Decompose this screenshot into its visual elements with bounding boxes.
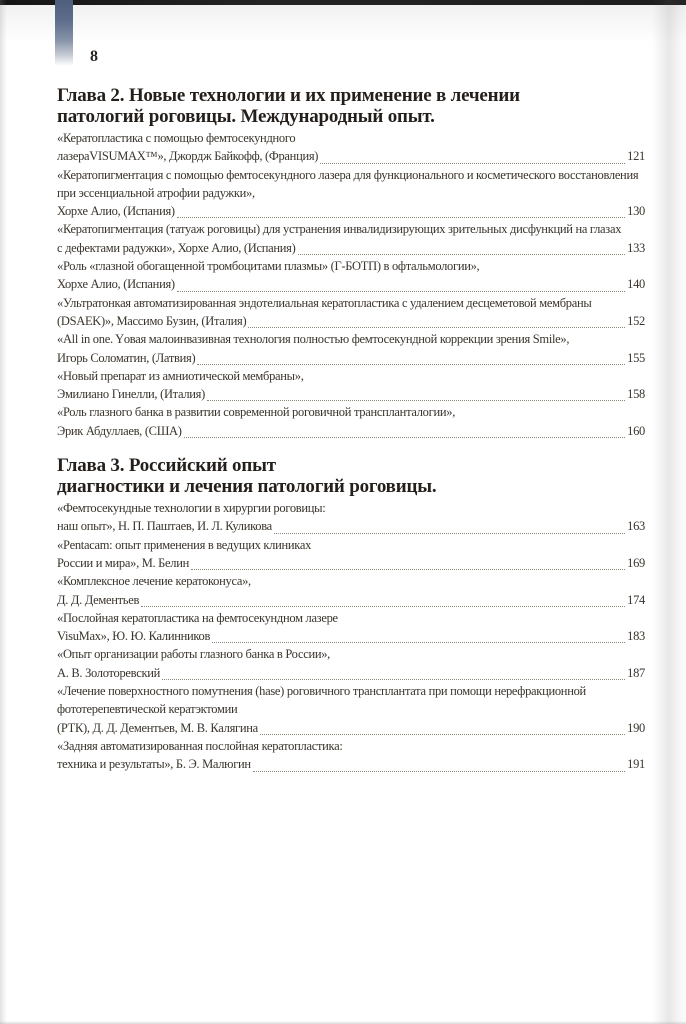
chapter-3-title: [57, 455, 645, 497]
toc-entry-text: с дефектами радужки», Хорхе Алио, (Испания): [57, 240, 296, 255]
toc-entry-line: [57, 277, 645, 295]
toc-entry-text: (DSAEK)», Массимо Бузин, (Италия): [57, 313, 247, 328]
toc-entry-text: «Новый препарат из амниотической мембраны»,: [57, 368, 304, 383]
toc-entry-text: Эрик Абдуллаев, (США): [57, 423, 182, 438]
toc-page-number: 174: [627, 592, 645, 607]
scan-left-edge: [0, 0, 8, 1024]
dot-leader: [298, 254, 626, 255]
toc-entry-line: [57, 186, 645, 204]
toc-entry-line: [57, 168, 645, 186]
toc-page-number: 190: [627, 720, 645, 735]
toc-entry-line: [57, 538, 645, 556]
toc-entry-line: [57, 574, 645, 592]
toc-entry-line: [57, 222, 645, 240]
toc-entry-line: [57, 721, 645, 739]
toc-page-number: 191: [627, 757, 645, 772]
toc-entry-text: «Кератопигментация с помощью фемтосекундного лазера для функционального и косметического восстановления: [57, 167, 639, 182]
toc-entry-line: [57, 332, 645, 350]
toc-entry-line: [57, 647, 645, 665]
toc-entry-text: «Роль «глазной обогащенной тромбоцитами плазмы» (Г-БОТП) в офтальмологии»,: [57, 259, 480, 274]
toc-entry-text: России и мира», М. Белин: [57, 555, 190, 570]
toc-entry-text: «All in one. Yовая малоинвазивная технология полностью фемтосекундной коррекции зрения Smile»,: [57, 332, 570, 347]
toc-entry-text: лазераVISUMAX™», Джордж Байкофф, (Франция): [57, 149, 319, 164]
dot-leader: [207, 400, 625, 401]
toc-page-number: 121: [627, 149, 645, 164]
toc-entry-line: [57, 593, 645, 611]
toc-entry-text: VisuMax», Ю. Ю. Калинников: [57, 629, 211, 644]
chapter-title-line: патологий роговицы. Международный опыт.: [57, 106, 435, 127]
toc-entry-line: [57, 241, 645, 259]
chapter-3-entries: [57, 501, 645, 775]
toc-page-number: 155: [627, 350, 645, 365]
chapter-title-line: диагностики и лечения патологий роговицы.: [57, 476, 437, 498]
toc-entry-text: фототерепевтической кератэктомии: [57, 702, 238, 717]
toc-entry-line: [57, 131, 645, 149]
toc-entry-text: «Комплексное лечение кератоконуса»,: [57, 574, 251, 589]
toc-page-number: 169: [627, 555, 645, 570]
toc-page-number: 130: [627, 204, 645, 219]
toc-entry-text: «Опыт организации работы глазного банка в России»,: [57, 647, 330, 662]
toc-entry-text: Эмилиано Гинелли, (Италия): [57, 387, 205, 402]
dot-leader: [197, 364, 625, 365]
toc-entry-text: наш опыт», Н. П. Паштаев, И. Л. Куликова: [57, 519, 272, 534]
toc-entry-line: [57, 314, 645, 332]
toc-entry-line: [57, 666, 645, 684]
dot-leader: [177, 217, 625, 218]
toc-entry-text: «Задняя автоматизированная послойная кератопластика:: [57, 738, 343, 753]
toc-entry-text: «Ультратонкая автоматизированная эндотелиальная кератопластика с удалением десцеметовой мембраны: [57, 295, 592, 310]
toc-entry-text: «Послойная кератопластика на фемтосекундном лазере: [57, 610, 338, 625]
dot-leader: [184, 437, 626, 438]
toc-page-number: 187: [627, 665, 645, 680]
toc-entry-line: [57, 369, 645, 387]
toc-entry-line: [57, 611, 645, 629]
toc-entry-text: Хорхе Алио, (Испания): [57, 277, 175, 292]
toc-entry-text: «Фемтосекундные технологии в хирургии роговицы:: [57, 501, 326, 516]
toc-entry-text: (РТК), Д. Д. Дементьев, М. В. Калягина: [57, 720, 258, 735]
dot-leader: [253, 771, 625, 772]
toc-entry-line: [57, 351, 645, 369]
chapter-title-line: Глава 2. Новые технологии и их применение в лечении: [57, 85, 520, 106]
dot-leader: [162, 679, 625, 680]
toc-entry-text: техника и результаты», Б. Э. Малюгин: [57, 757, 251, 772]
toc-entry-line: [57, 501, 645, 519]
chapter-2-entries: [57, 131, 645, 442]
toc-entry-line: [57, 204, 645, 222]
toc-entry-text: «Pentacam: опыт применения в ведущих клиниках: [57, 537, 312, 552]
toc-entry-text: «Кератопластика с помощью фемтосекундного: [57, 131, 296, 145]
scan-top-shading: [0, 5, 686, 47]
toc-page-number: 160: [627, 423, 645, 438]
toc-entry-text: Д. Д. Дементьев: [57, 592, 140, 607]
toc-entry-line: [57, 702, 645, 720]
dot-leader: [191, 569, 625, 570]
toc-entry-line: [57, 629, 645, 647]
toc-entry-text: А. В. Золоторевский: [57, 665, 161, 680]
dot-leader: [248, 327, 625, 328]
dot-leader: [212, 642, 625, 643]
toc-entry-text: «Кератопигментация (татуаж роговицы) для устранения инвалидизирующих зрительных дисфункций на глазах: [57, 222, 622, 237]
toc-entry-line: [57, 684, 645, 702]
toc-page-number: 183: [627, 629, 645, 644]
toc-entry-line: [57, 387, 645, 405]
toc-page-number: 158: [627, 387, 645, 402]
toc-entry-text: Игорь Соломатин, (Латвия): [57, 350, 196, 365]
toc-page-number: 152: [627, 313, 645, 328]
toc-entry-text: «Роль глазного банка в развитии современной роговичной транспланталогии»,: [57, 405, 456, 420]
dot-leader: [274, 533, 625, 534]
dot-leader: [320, 163, 625, 164]
dot-leader: [260, 734, 625, 735]
dot-leader: [141, 606, 625, 607]
chapter-2-title: [57, 85, 645, 127]
toc-entry-text: при эссенциальной атрофии радужки»,: [57, 185, 255, 200]
toc-entry-line: [57, 259, 645, 277]
toc-entry-line: [57, 519, 645, 537]
toc-entry-text: Хорхе Алио, (Испания): [57, 204, 175, 219]
toc-entry-line: [57, 739, 645, 757]
toc-entry-line: [57, 296, 645, 314]
page-content: [57, 48, 645, 776]
toc-entry-line: [57, 556, 645, 574]
page-number: 8: [90, 48, 98, 65]
toc-entry-line: [57, 149, 645, 167]
toc-page-number: 163: [627, 519, 645, 534]
scan-right-edge-shadow: [652, 0, 686, 1024]
chapter-title-line: Глава 3. Российский опыт: [57, 455, 276, 477]
dot-leader: [177, 291, 625, 292]
toc-page-number: 133: [627, 240, 645, 255]
toc-entry-line: [57, 424, 645, 442]
toc-entry-line: [57, 405, 645, 423]
toc-page-number: 140: [627, 277, 645, 292]
toc-entry-text: «Лечение поверхностного помутнения (hase) роговичного трансплантата при помощи нерефракционной: [57, 684, 586, 699]
toc-entry-line: [57, 757, 645, 775]
